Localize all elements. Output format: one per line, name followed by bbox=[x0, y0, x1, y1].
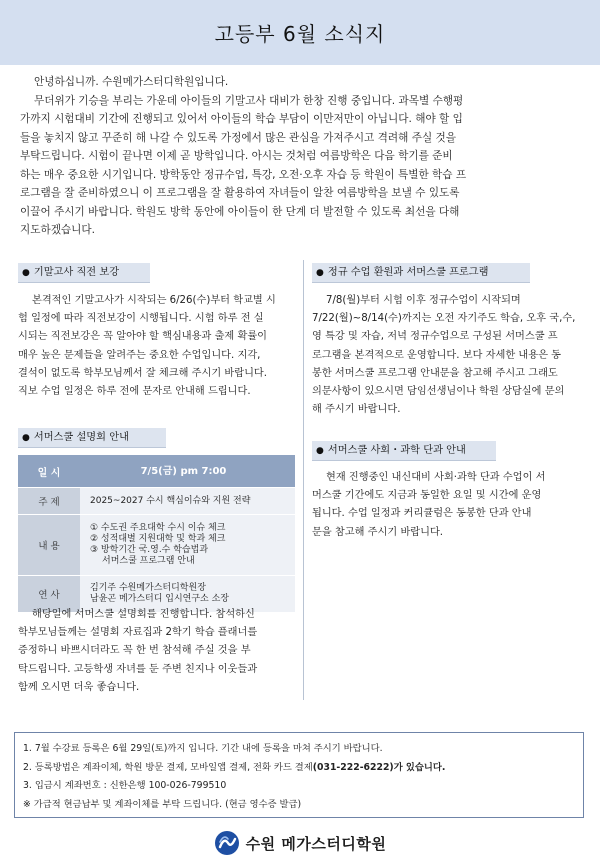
notice-line: 1. 7월 수강료 등록은 6월 29일(토)까지 입니다. 기간 내에 등록을 마쳐 주시기 바랍니다. bbox=[23, 743, 383, 754]
section-title-final-exam: ● 기말고사 직전 보강 bbox=[18, 263, 150, 283]
bullet-icon: ● bbox=[316, 446, 324, 456]
speaker-label: 연 사 bbox=[18, 576, 80, 613]
topic-label: 주 제 bbox=[18, 488, 80, 515]
bullet-icon: ● bbox=[22, 268, 30, 278]
section-title-regular-class: ● 정규 수업 환원과 서머스쿨 프로그램 bbox=[312, 263, 530, 283]
bullet-icon: ● bbox=[316, 268, 324, 278]
intro-text bbox=[20, 73, 585, 240]
date-value: 7/5(금) pm 7:00 bbox=[80, 455, 295, 488]
header-banner bbox=[0, 0, 600, 65]
content-label: 내 용 bbox=[18, 515, 80, 576]
seminar-info-table bbox=[18, 455, 295, 613]
intro-line: 들을 놓치지 않고 꾸준히 해 나갈 수 있도록 가정에서 많은 관심을 가져주시고 격려해 주실 것을 bbox=[20, 131, 457, 144]
greeting: 안녕하십니까. 수원메가스터디학원입니다. bbox=[34, 76, 229, 88]
intro-line: 지도하겠습니다. bbox=[20, 224, 96, 236]
regular-class-text: 7/8(월)부터 시험 이후 정규수업이 시작되며 7/22(월)~8/14(수)까지는 오전 자기주도 학습, 오후 국,수, 영 특강 및 자습, 저녁 정규수업으로 구성된 서머스쿨 프 로그램을 본격적으로 운영합니다. 보다 자세한 내용은 동 봉한 서머스쿨 프로그램 안내문을 참고해 주시고 그래도 의문사항이 있으시면 담임선생님이나 학원 상담실에 문의 해 주시기 바랍니다. bbox=[312, 295, 576, 416]
final-exam-text: 본격적인 기말고사가 시작되는 6/26(수)부터 학교별 시 험 일정에 따라 직전보강이 시행됩니다. 시험 하루 전 실 시되는 직전보강은 꼭 알아야 할 핵심내용과 출제 확률이 매우 높은 문제들을 알려주는 중요한 수업입니다. 지각, 결석이 없도록 학부모님께서 잘 체크해 주시기 바랍니다. 직보 수업 일정은 하루 전에 문자로 안내해 드립니다. bbox=[18, 295, 276, 398]
notice-line: 2. 등록방법은 계좌이체, 학원 방문 결제, 모바일앱 결제, 전화 카드 결제(031-222-6222)가 있습니다. bbox=[23, 761, 446, 773]
megastudy-logo-icon bbox=[214, 830, 240, 856]
table-row bbox=[18, 488, 295, 515]
notice-line: ※ 가급적 현금납부 및 계좌이체를 부탁 드립니다. (현금 영수증 발급) bbox=[23, 798, 302, 810]
intro-line: 하는 매우 중요한 시기입니다. 방학동안 정규수업, 특강, 오전·오후 자습 등 학원이 특별한 학습 프 bbox=[20, 168, 467, 181]
content-value: ① 수도권 주요대학 수시 이슈 체크 ② 성적대별 지원대학 및 학과 체크 ③ 방학기간 국.영.수 학습법과 서머스쿨 프로그램 안내 bbox=[80, 515, 295, 576]
notice-line: 3. 입금시 계좌번호 : 신한은행 100-026-799510 bbox=[23, 780, 227, 791]
bullet-icon: ● bbox=[22, 433, 30, 443]
section-title-social-science: ● 서머스쿨 사회・과학 단과 안내 bbox=[312, 441, 496, 461]
phone-number: (031-222-6222) bbox=[312, 761, 394, 773]
intro-line: 로그램을 잘 준비하였으니 이 프로그램을 잘 활용하여 자녀들이 알찬 여름방학을 보낼 수 있도록 bbox=[20, 187, 460, 199]
table-row bbox=[18, 515, 295, 576]
intro-line: 가까지 시험대비 기간에 진행되고 있어서 아이들의 학습 부담이 이만저만이 아닙니다. 해야 할 입 bbox=[20, 113, 463, 125]
column-divider bbox=[303, 260, 304, 700]
table-row bbox=[18, 455, 295, 488]
intro-line: 부탁드립니다. 시험이 끝나면 이제 곧 방학입니다. 아시는 것처럼 여름방학은 다음 학기를 준비 bbox=[20, 150, 453, 162]
summer-info-text: 해당일에 서머스쿨 설명회를 진행합니다. 참석하신 학부모님들께는 설명회 자료집과 2학기 학습 플래너를 증정하니 바쁘시더라도 꼭 한 번 참석해 주실 것을 부 탁드립니다. 고등학생 자녀를 둔 주변 친지나 이웃들과 함께 오시면 더욱 좋습니다. bbox=[18, 609, 258, 693]
section-title-summer-info: ● 서머스쿨 설명회 안내 bbox=[18, 428, 166, 448]
logo-text: 수원 메가스터디학원 bbox=[245, 834, 387, 853]
social-science-text: 현재 진행중인 내신대비 사회·과학 단과 수업이 서 머스쿨 기간에도 지금과 동일한 요일 및 시간에 운영 됩니다. 수업 일정과 커리큘럼은 동봉한 단과 안내 문을 참고해 주시기 바랍니다. bbox=[312, 472, 546, 538]
payment-notice-box bbox=[14, 732, 584, 818]
speaker-value: 김기주 수원메가스터디학원장 남윤곤 메가스터디 입시연구소 소장 bbox=[80, 576, 295, 613]
topic-value: 2025~2027 수시 핵심이슈와 지원 전략 bbox=[80, 488, 295, 515]
intro-line: 무더위가 기승을 부리는 가운데 아이들의 기말고사 대비가 한창 진행 중입니다. 과목별 수행평 bbox=[34, 94, 464, 107]
footer-logo bbox=[0, 826, 600, 860]
intro-line: 이끌어 주시기 바랍니다. 학원도 방학 동안에 아이들이 한 단계 더 발전할 수 있도록 최선을 다해 bbox=[20, 205, 460, 218]
date-label: 일 시 bbox=[18, 455, 80, 488]
page-title: 고등부 6월 소식지 bbox=[214, 22, 386, 46]
